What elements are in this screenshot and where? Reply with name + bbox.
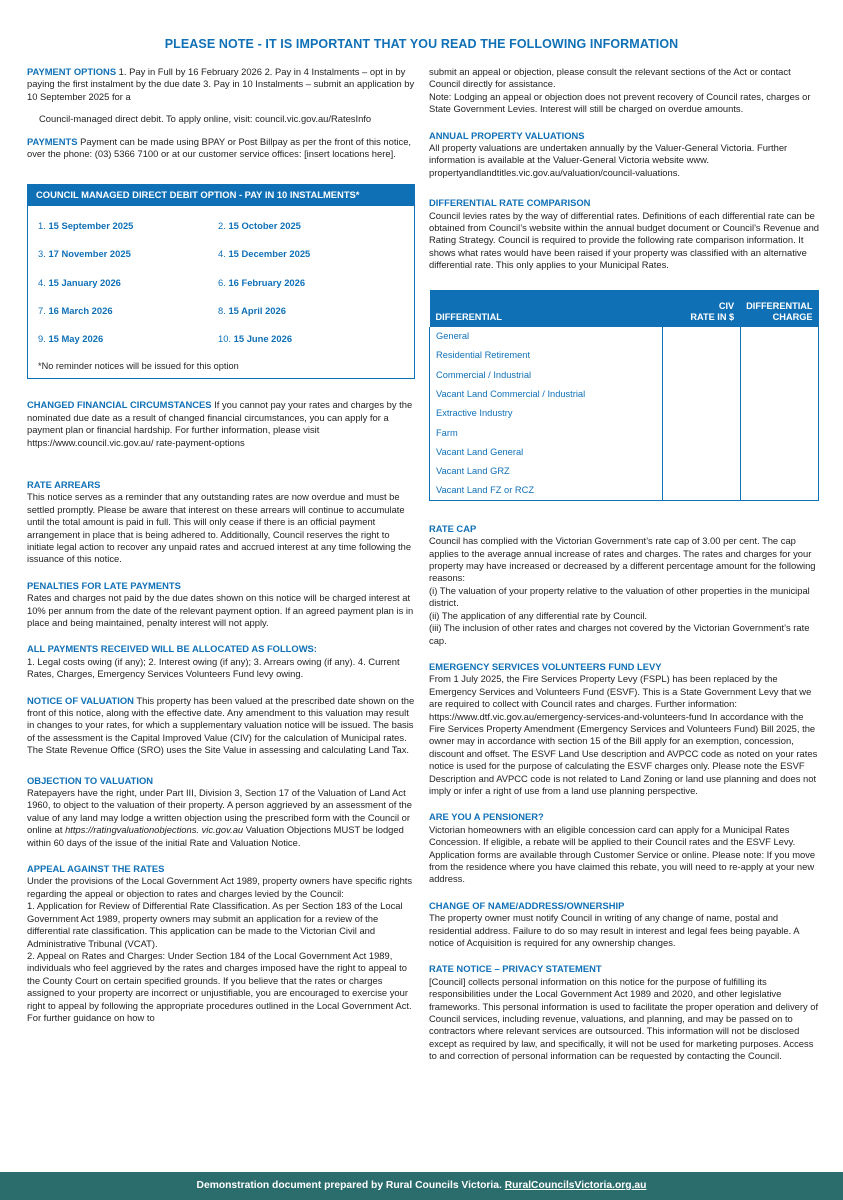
- change-text: The property owner must notify Council in writing of any change of name, postal and residential address. Failure to do so may result in interest and legal fees being payable. A notice of Acquisition is required for any ownership changes.: [429, 912, 800, 949]
- instalment-date: 6. 16 February 2026: [218, 276, 306, 288]
- penalties-section: [27, 580, 415, 630]
- appeal-heading: APPEAL AGAINST THE RATES: [27, 863, 165, 875]
- objection-heading: OBJECTION TO VALUATION: [27, 774, 154, 786]
- annual-heading: ANNUAL PROPERTY VALUATIONS: [429, 129, 585, 141]
- penalties-heading: PENALTIES FOR LATE PAYMENTS: [27, 579, 181, 591]
- right-column: [429, 66, 819, 1077]
- ratecap-text: Council has complied with the Victorian Government’s rate cap of 3.00 per cent. The cap applies to the average annual increase of rates and charges. The rates and charges for your property may have increased or decreased by a different percentage amount for the following reasons:: [429, 535, 816, 584]
- instalment-date: 4. 15 December 2025: [218, 248, 311, 260]
- arrears-heading: RATE ARREARS: [27, 478, 101, 490]
- table-row: Residential Retirement: [430, 346, 819, 365]
- instalment-date: 10. 15 June 2026: [218, 333, 293, 345]
- change-section: [429, 900, 819, 950]
- table-row: Vacant Land FZ or RCZ: [430, 481, 819, 500]
- col-differential: DIFFERENTIAL: [430, 290, 663, 327]
- objection-text2: Valuation Objections MUST be lodged within 60 days of the issue of the initial Rate and Valuation Notice.: [27, 824, 404, 848]
- allocation-heading: ALL PAYMENTS RECEIVED WILL BE ALLOCATED AS FOLLOWS:: [27, 643, 317, 655]
- payment-options-text: 1. Pay in Full by 16 February 2026 2. Pay in 4 Instalments – opt in by paying the first instalment by the due date 3. Pay in 10 Instalments – submit an application by 10 September 2025 for a: [27, 66, 415, 102]
- appeal-text: Under the provisions of the Local Government Act 1989, property owners have specific rights regarding the appeal or objection to rates and charges levied by the Council:: [27, 875, 413, 899]
- annual-text: All property valuations are undertaken annually by the Valuer-General Victoria. Further information is available at the Valuer-General Victoria website www. propertyandlandtitles.vic.gov.au/valuation/council-valuations.: [429, 142, 788, 178]
- penalties-text: Rates and charges not paid by the due dates shown on this notice will be charged interest at 10% per annum from the date of the relevant payment option. If an agreed payment plan is in place and being maintained, penalty interest will not apply.: [27, 592, 414, 628]
- instalment-date: 2. 15 October 2025: [218, 219, 301, 231]
- payments-text: Payment can be made using BPAY or Post Billpay as per the front of this notice, over the phone: (03) 5366 7100 or at our customer service offices: [insert locations here].: [27, 135, 412, 160]
- changed-text: If you cannot pay your rates and charges by the nominated due date as a result of changed financial circumstances, you can apply for a payment plan or financial hardship. For further information, please visit https://www.council.vic.gov.au/ rate-payment-options: [27, 399, 413, 448]
- esvf-text: From 1 July 2025, the Fire Services Property Levy (FSPL) has been replaced by the Emergency Services and Volunteers Fund (ESVF). This is a State Government Levy that we are required to collect with Council rates and charges. Further information: https://www.dtf.vic.gov.au/emergency-services-and-volunteers-fund In accordance with the Fire Services Property Amendment (Emergency Services and Volunteers Fund) Bill 2025, the owner may in accordance with section 15 of the Bill apply for an exemption, concession, discount and offset. The ESVF Land Use description and AVPCC code as noted on your rates notice is used for the purpose of calculating the ESVF charges only. Please note the ESVF Description and AVPCC code is not related to Land Zoning or land use planning and does not imply or infer a right of use from a land use planning perspective.: [429, 673, 818, 796]
- footer-text: Demonstration document prepared by Rural Councils Victoria.: [196, 1180, 505, 1191]
- instalment-date: 3. 17 November 2025: [38, 248, 131, 260]
- instalment-date: 4. 15 January 2026: [38, 276, 121, 288]
- objection-section: [27, 775, 415, 849]
- rate-cap-section: [429, 523, 819, 647]
- payments-section: [27, 136, 415, 161]
- valuation-notice-text: This property has been valued at the prescribed date shown on the front of this notice, along with the effective date. Any amendment to this valuation may result in changes to your rates, for which a supplementary valuation notice will be issued. The basis of the assessment is the Capital Improved Value (CIV) for the calculation of Municipal rates. The State Revenue Office (SRO) uses the Site Value in assessing and calculating Land Tax.: [27, 694, 415, 756]
- payment-options-heading: PAYMENT OPTIONS: [27, 66, 117, 77]
- annual-valuations-section: [429, 130, 819, 180]
- table-row: General: [430, 327, 819, 346]
- payment-options-section: [27, 66, 415, 126]
- privacy-heading: RATE NOTICE – PRIVACY STATEMENT: [429, 963, 602, 975]
- table-row: Vacant Land General: [430, 442, 819, 461]
- table-row: Extractive Industry: [430, 404, 819, 423]
- ratecap-item-3: (iii) The inclusion of other rates and charges not covered by the Victorian Government’s rate cap.: [429, 622, 810, 646]
- ratecap-item-2: (ii) The application of any differential rate by Council.: [429, 609, 648, 621]
- valuation-notice-heading: NOTICE OF VALUATION: [27, 694, 134, 706]
- esvf-section: [429, 661, 819, 797]
- objection-text: Ratepayers have the right, under Part III, Division 3, Section 17 of the Valuation of Land Act 1960, to object to the valuation of their property. A person aggrieved by an assessment of the value of any land may lodge a written objection using the prescribed form with the Council or online at: [27, 787, 412, 836]
- left-column: [27, 66, 415, 1038]
- appeal-note: Note: Lodging an appeal or objection does not prevent recovery of Council rates, charges or State Government Levies. Interest will still be charged on overdue amounts.: [429, 90, 811, 115]
- instalment-dates: [28, 206, 414, 354]
- table-row: Farm: [430, 423, 819, 442]
- differential-section: [429, 197, 819, 271]
- col-differential-charge: DIFFERENTIAL CHARGE: [740, 290, 818, 327]
- rate-arrears-section: [27, 479, 415, 566]
- appeal-continued: [429, 66, 819, 116]
- col-civ-rate: CIV RATE IN $: [662, 290, 740, 327]
- appeal-item-1: 1. Application for Review of Differential Rate Classification. As per Section 183 of the Local Government Act 1989, property owners may submit an application for a review of the differential rate classification. This application can be made to the Victorian Civil and Administrative Tribunal (VCAT).: [27, 900, 403, 949]
- footer-link[interactable]: RuralCouncilsVictoria.org.au: [504, 1180, 647, 1191]
- payment-options-text2: Council-managed direct debit. To apply online, visit: council.vic.gov.au/RatesInfo: [39, 113, 372, 125]
- differential-table: [429, 290, 819, 501]
- appeal-section: [27, 863, 415, 1024]
- privacy-section: [429, 963, 819, 1062]
- instalment-date: 9. 15 May 2026: [38, 333, 104, 345]
- instalment-date: 1. 15 September 2025: [38, 219, 134, 231]
- pensioner-heading: ARE YOU A PENSIONER?: [429, 811, 544, 823]
- esvf-heading: EMERGENCY SERVICES VOLUNTEERS FUND LEVY: [429, 660, 662, 672]
- pensioner-text: Victorian homeowners with an eligible concession card can apply for a Municipal Rates Concession. If eligible, a rebate will be applied to their Council rates and the ESVF Levy. Application forms are available through Customer Service or online. Please note: If you move from the residence where you have claimed this rebate, you will need to re-apply at your new address.: [429, 823, 816, 885]
- instalment-date: 8. 15 April 2026: [218, 305, 286, 317]
- table-row: Vacant Land Commercial / Industrial: [430, 385, 819, 404]
- page-title: PLEASE NOTE - IT IS IMPORTANT THAT YOU READ THE FOLLOWING INFORMATION: [164, 37, 679, 51]
- instalment-date: 7. 16 March 2026: [38, 305, 113, 317]
- allocation-section: [27, 643, 415, 680]
- table-row: Vacant Land GRZ: [430, 462, 819, 481]
- arrears-text: This notice serves as a reminder that any outstanding rates are now overdue and must be settled promptly. Please be aware that interest on these arrears will continue to accumulate until the total amount is paid in full. This will only cease if there is an official payment arrangement in place that is being adhered to. Additionally, Council reserves the right to initiate legal action to recover any unpaid rates and accrued interest at any time following the issuance of this notice.: [27, 491, 412, 565]
- allocation-text: 1. Legal costs owing (if any); 2. Interest owing (if any); 3. Arrears owing (if any). 4. Current Rates, Charges, Emergency Services Volunteers Fund levy owing.: [27, 655, 400, 680]
- differential-text: Council levies rates by the way of differential rates. Definitions of each differential rate can be obtained from Council’s website within the annual budget document or Council’s Revenue and Rating Strategy. Council is required to provide the following rate comparison information. It shows what rates would have been raised if your property was classified with an alternative differential rate. This only applies to your Municipal Rates.: [429, 209, 820, 271]
- ratecap-heading: RATE CAP: [429, 522, 477, 534]
- direct-debit-footnote: *No reminder notices will be issued for this option: [38, 360, 239, 371]
- changed-heading: CHANGED FINANCIAL CIRCUMSTANCES: [27, 399, 212, 411]
- change-heading: CHANGE OF NAME/ADDRESS/OWNERSHIP: [429, 899, 625, 911]
- appeal-continued-text: submit an appeal or objection, please consult the relevant sections of the Act or contact Council directly for assistance.: [429, 66, 791, 90]
- direct-debit-box: [27, 184, 415, 379]
- privacy-text: [Council] collects personal information on this notice for the purpose of fulfilling its responsibilities under the Local Government Act 1989 and 2020, and other legislative frameworks. This personal information is used to facilitate the proper operation and delivery of Council services, including revenue, valuations, and planning, and may be passed on to contractors where relevant services are outsourced. This information will not be disclosed except as required by law, and specifically, it will not be used for marketing purposes. Access to and correction of personal information can be requested by contacting the Council.: [429, 975, 819, 1062]
- differential-heading: DIFFERENTIAL RATE COMPARISON: [429, 197, 591, 209]
- payments-heading: PAYMENTS: [27, 135, 78, 147]
- ratecap-item-1: (i) The valuation of your property relative to the valuation of other properties in the municipal district.: [429, 584, 810, 609]
- valuation-notice-section: [27, 695, 415, 757]
- footer-bar: [0, 1172, 843, 1200]
- objection-link[interactable]: https://ratingvaluationobjections. vic.gov.au: [65, 824, 244, 836]
- table-row: Commercial / Industrial: [430, 365, 819, 384]
- direct-debit-title: COUNCIL MANAGED DIRECT DEBIT OPTION - PAY IN 10 INSTALMENTS*: [28, 185, 414, 205]
- changed-circumstances-section: [27, 399, 415, 449]
- appeal-item-2: 2. Appeal on Rates and Charges: Under Section 184 of the Local Government Act 1989, individuals who feel aggrieved by the rates and charges imposed have the right to appeal to the County Court on certain specified grounds. If you believe that the rates or charges assigned to your property are incorrect or unjustifiable, you are encouraged to exercise your right to appeal by following the appropriate procedures outlined in the Local Government Act. For further guidance on how to: [27, 949, 412, 1023]
- pensioner-section: [429, 811, 819, 885]
